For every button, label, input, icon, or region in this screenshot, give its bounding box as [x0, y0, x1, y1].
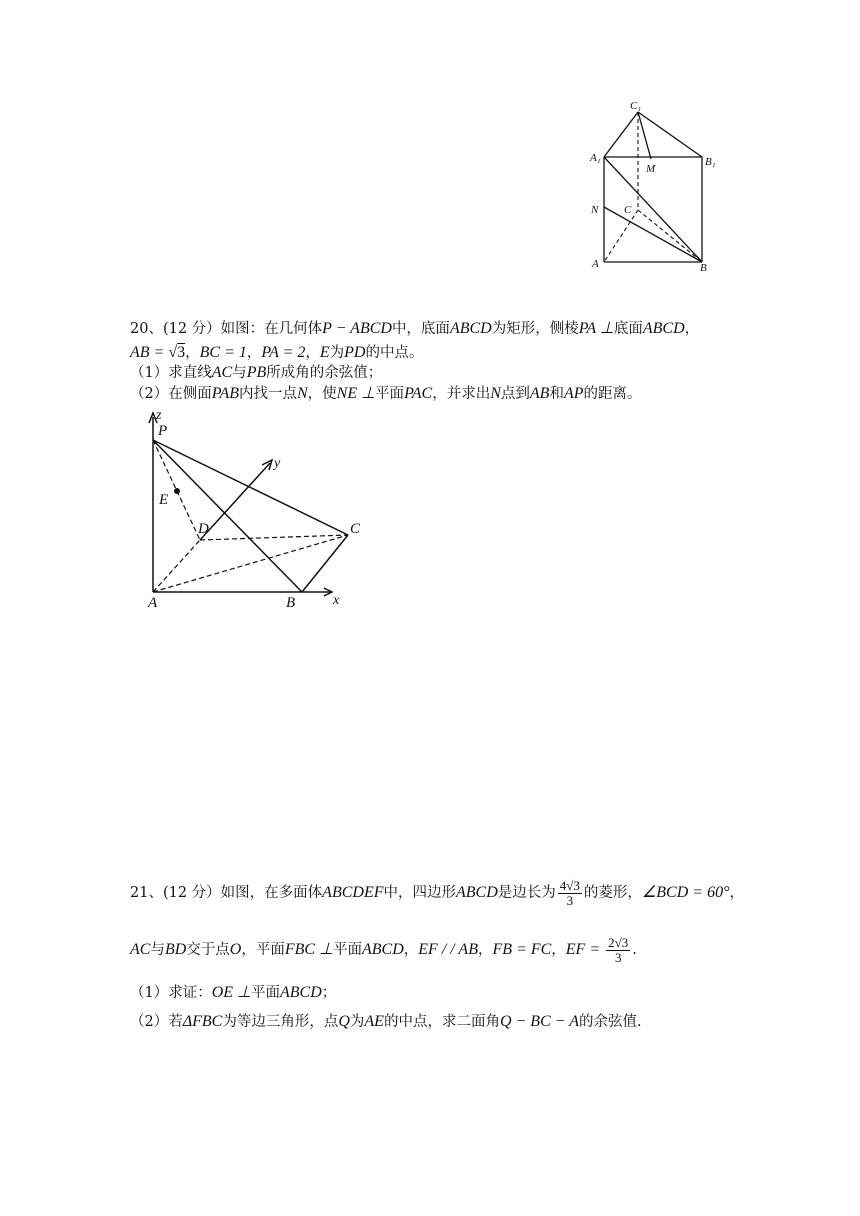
prism-figure	[580, 95, 730, 280]
label-e: E	[159, 492, 169, 508]
pyramid-figure	[140, 405, 370, 610]
q20-line-2: AB = √3，BC = 1，PA = 2，E为PD的中点。	[130, 344, 424, 361]
label-p: P	[158, 423, 168, 439]
q20-part-2: （2）在侧面PAB内找一点N，使NE ⊥平面PAC，并求出N点到AB和AP的距离。	[130, 385, 642, 402]
label-x: x	[333, 593, 340, 608]
label-c: C	[624, 204, 632, 216]
q21-line-2: AC与BD交于点O，平面FBC ⊥平面ABCD，EF / / AB，FB = FC，EF = $\frac{2√3}{3}$ .	[130, 934, 637, 965]
pyramid-diagram	[140, 405, 370, 610]
q20-part-1: （1）求直线AC与PB所成角的余弦值；	[130, 364, 383, 381]
q21-line-1: 21、(12 分）如图，在多面体ABCDEF中，四边形ABCD是边长为 $\frac{4√3}{3}$ 的菱形，∠BCD = 60°，	[130, 877, 744, 908]
label-b: B	[700, 262, 707, 274]
q21-part-2: （2）若ΔFBC为等边三角形，点Q为AE的中点，求二面角Q − BC − A的余弦值.	[130, 1013, 642, 1030]
q20-line-1: 20、(12 分）如图：在几何体P − ABCD中，底面ABCD为矩形，侧棱PA ⊥底面ABCD，	[130, 320, 700, 337]
prism-diagram	[580, 95, 730, 280]
label-c1: C₁	[630, 100, 642, 112]
label-z: z	[156, 408, 162, 423]
label-a: A	[592, 258, 599, 270]
label-c: C	[350, 521, 361, 537]
q21-part-1: （1）求证：OE ⊥平面ABCD；	[130, 984, 337, 1001]
label-n: N	[591, 204, 599, 216]
fraction-4sqrt3-over-3: $\frac{4√3}{3}$	[559, 877, 580, 908]
label-b: B	[286, 595, 296, 610]
label-m: M	[646, 163, 656, 175]
label-a1: A₁	[590, 152, 601, 164]
label-b1: B₁	[705, 156, 716, 168]
label-a: A	[148, 595, 158, 610]
label-d: D	[198, 521, 209, 537]
fraction-2sqrt3-over-3: $\frac{2√3}{3}$	[608, 934, 629, 965]
label-y: y	[274, 456, 281, 471]
